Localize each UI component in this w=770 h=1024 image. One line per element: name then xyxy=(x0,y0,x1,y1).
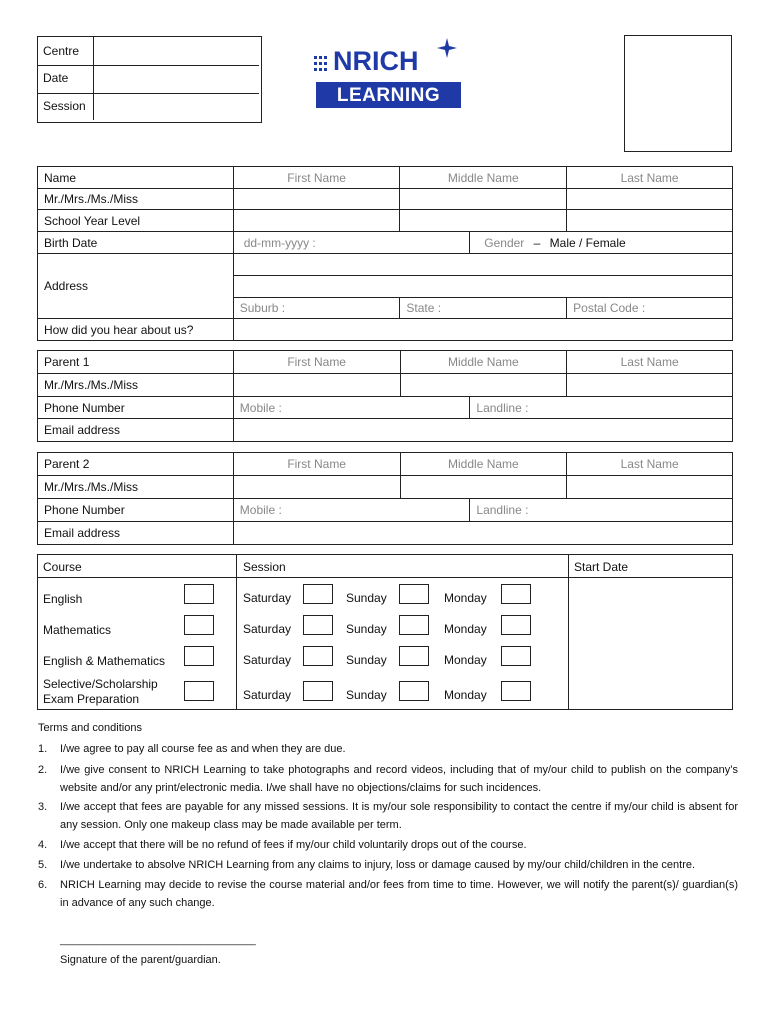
terms-item-number: 3. xyxy=(38,801,48,813)
selective-monday-checkbox[interactable] xyxy=(501,681,531,701)
centre-info-box xyxy=(37,36,262,123)
session-field[interactable] xyxy=(94,94,259,120)
terms-item-number: 2. xyxy=(38,764,48,776)
day-sunday-label: Sunday xyxy=(346,653,387,667)
signature-line[interactable]: ________________________________ xyxy=(60,934,256,946)
course-selective-label: Selective/Scholarship xyxy=(43,677,158,691)
course-mathematics-label: Mathematics xyxy=(43,623,112,637)
english-maths-saturday-checkbox[interactable] xyxy=(303,646,333,666)
school-year-field-3[interactable] xyxy=(567,210,733,232)
centre-label: Centre xyxy=(43,44,80,58)
parent1-middle-name-field[interactable]: Middle Name xyxy=(400,351,567,374)
parent1-table xyxy=(37,350,733,442)
course-selective-label-line2: Exam Preparation xyxy=(43,692,140,706)
centre-field[interactable] xyxy=(94,37,259,65)
mathematics-monday-checkbox[interactable] xyxy=(501,615,531,635)
parent2-title-field-2[interactable] xyxy=(400,476,567,499)
parent1-phone-label: Phone Number xyxy=(38,397,234,419)
parent1-title-label: Mr./Mrs./Ms./Miss xyxy=(38,374,234,397)
english-monday-checkbox[interactable] xyxy=(501,584,531,604)
address-label: Address xyxy=(38,254,234,319)
day-saturday-label: Saturday xyxy=(243,653,292,667)
logo-text-top: NRICH xyxy=(333,46,419,76)
day-sunday-label: Sunday xyxy=(346,591,387,605)
start-date-header: Start Date xyxy=(574,560,629,574)
parent2-mobile-field[interactable]: Mobile : xyxy=(233,499,470,522)
terms-item xyxy=(38,836,738,854)
school-year-field-2[interactable] xyxy=(400,210,567,232)
school-year-field-1[interactable] xyxy=(233,210,400,232)
terms-item-number: 5. xyxy=(38,859,48,871)
parent2-last-name-field[interactable]: Last Name xyxy=(567,453,733,476)
parent1-last-name-field[interactable]: Last Name xyxy=(567,351,733,374)
terms-item xyxy=(38,876,738,912)
english-saturday-checkbox[interactable] xyxy=(303,584,333,604)
terms-item xyxy=(38,740,738,758)
title-label: Mr./Mrs./Ms./Miss xyxy=(38,189,234,210)
parent2-table xyxy=(37,452,733,545)
day-sunday-label: Sunday xyxy=(346,622,387,636)
parent2-title-field-1[interactable] xyxy=(233,476,400,499)
parent1-email-label: Email address xyxy=(38,419,234,442)
gender-field[interactable] xyxy=(470,232,733,254)
course-english-maths-checkbox[interactable] xyxy=(184,646,214,666)
student-first-name-field[interactable]: First Name xyxy=(233,167,400,189)
school-year-label: School Year Level xyxy=(38,210,234,232)
birth-date-label: Birth Date xyxy=(38,232,234,254)
parent2-title-field-3[interactable] xyxy=(567,476,733,499)
gender-options: Male / Female xyxy=(549,235,626,250)
logo-text-bottom: LEARNING xyxy=(336,85,441,106)
course-english-checkbox[interactable] xyxy=(184,584,214,604)
student-last-name-field[interactable]: Last Name xyxy=(567,167,733,189)
course-header: Course xyxy=(43,560,82,574)
start-date-field[interactable] xyxy=(569,578,732,709)
parent2-title-label: Mr./Mrs./Ms./Miss xyxy=(38,476,234,499)
day-saturday-label: Saturday xyxy=(243,622,292,636)
day-monday-label: Monday xyxy=(444,688,487,702)
terms-item-number: 1. xyxy=(38,743,48,755)
parent1-title-field-3[interactable] xyxy=(567,374,733,397)
student-title-field-2[interactable] xyxy=(400,189,567,210)
english-maths-monday-checkbox[interactable] xyxy=(501,646,531,666)
gender-label: Gender xyxy=(484,235,525,250)
parent1-email-field[interactable] xyxy=(233,419,732,442)
name-label: Name xyxy=(38,167,234,189)
day-saturday-label: Saturday xyxy=(243,688,292,702)
parent2-middle-name-field[interactable]: Middle Name xyxy=(400,453,567,476)
day-sunday-label: Sunday xyxy=(346,688,387,702)
student-title-field-3[interactable] xyxy=(567,189,733,210)
course-english-label: English xyxy=(43,592,83,606)
mathematics-saturday-checkbox[interactable] xyxy=(303,615,333,635)
day-monday-label: Monday xyxy=(444,591,487,605)
parent1-title-field-2[interactable] xyxy=(400,374,567,397)
parent2-first-name-field[interactable]: First Name xyxy=(233,453,400,476)
suburb-field[interactable]: Suburb : xyxy=(233,298,400,319)
parent1-mobile-field[interactable]: Mobile : xyxy=(233,397,470,419)
postal-code-field[interactable]: Postal Code : xyxy=(567,298,733,319)
address-line-2[interactable] xyxy=(233,276,732,298)
terms-item-number: 6. xyxy=(38,879,48,891)
parent1-label: Parent 1 xyxy=(38,351,234,374)
selective-sunday-checkbox[interactable] xyxy=(399,681,429,701)
terms-item-text: I/we agree to pay all course fee as and when they are due. xyxy=(60,743,346,755)
english-maths-sunday-checkbox[interactable] xyxy=(399,646,429,666)
date-label: Date xyxy=(43,71,69,85)
session-header: Session xyxy=(243,560,286,574)
parent1-title-field-1[interactable] xyxy=(233,374,400,397)
parent1-landline-field[interactable]: Landline : xyxy=(470,397,733,419)
english-sunday-checkbox[interactable] xyxy=(399,584,429,604)
parent2-landline-field[interactable]: Landline : xyxy=(470,499,733,522)
terms-item xyxy=(38,856,738,874)
birth-date-field[interactable]: dd-mm-yyyy : xyxy=(233,232,470,254)
course-table xyxy=(37,554,733,710)
terms-item xyxy=(38,798,738,834)
mathematics-sunday-checkbox[interactable] xyxy=(399,615,429,635)
course-mathematics-checkbox[interactable] xyxy=(184,615,214,635)
terms-item-text: I/we give consent to NRICH Learning to take photographs and record videos, including that of my/our child to publish on the company’s website and/or any print/electronic media. I/we shall have no objections/claims for such incidences. xyxy=(60,764,738,794)
terms-item-number: 4. xyxy=(38,839,48,851)
parent2-email-label: Email address xyxy=(38,522,234,545)
selective-saturday-checkbox[interactable] xyxy=(303,681,333,701)
day-monday-label: Monday xyxy=(444,622,487,636)
course-selective-checkbox[interactable] xyxy=(184,681,214,701)
terms-item-text: I/we accept that fees are payable for any missed sessions. It is my/our sole responsibility to contact the centre if my/our child is absent for any session. Only one makeup class may be made available per term. xyxy=(60,801,738,831)
student-title-field-1[interactable] xyxy=(233,189,400,210)
logo-dots-icon xyxy=(313,54,329,74)
date-field[interactable] xyxy=(94,66,259,93)
terms-title: Terms and conditions xyxy=(38,722,142,734)
signature-label: Signature of the parent/guardian. xyxy=(60,954,221,966)
terms-item xyxy=(38,761,738,797)
student-middle-name-field[interactable]: Middle Name xyxy=(400,167,567,189)
parent1-first-name-field[interactable]: First Name xyxy=(233,351,400,374)
hear-about-label: How did you hear about us? xyxy=(38,319,234,341)
terms-item-text: I/we undertake to absolve NRICH Learning from any claims to injury, loss or damage caused by my/our child/children in the centre. xyxy=(60,859,696,871)
day-saturday-label: Saturday xyxy=(243,591,292,605)
state-field[interactable]: State : xyxy=(400,298,567,319)
terms-item-text: NRICH Learning may decide to revise the course material and/or fees from time to time. However, we will notify the parent(s)/ guardian(s) in advance of any such change. xyxy=(60,879,738,909)
parent2-label: Parent 2 xyxy=(38,453,234,476)
student-details-table xyxy=(37,166,733,341)
hear-about-field[interactable] xyxy=(233,319,732,341)
parent2-phone-label: Phone Number xyxy=(38,499,234,522)
address-line-1[interactable] xyxy=(233,254,732,276)
terms-item-text: I/we accept that there will be no refund of fees if my/our child voluntarily drops out of the course. xyxy=(60,839,527,851)
photo-box xyxy=(624,35,732,152)
logo-star-icon xyxy=(437,38,457,58)
parent2-email-field[interactable] xyxy=(233,522,732,545)
course-english-maths-label: English & Mathematics xyxy=(43,654,166,668)
gender-dash: – xyxy=(533,235,541,250)
nrich-logo xyxy=(313,38,463,110)
session-label: Session xyxy=(43,99,86,113)
day-monday-label: Monday xyxy=(444,653,487,667)
